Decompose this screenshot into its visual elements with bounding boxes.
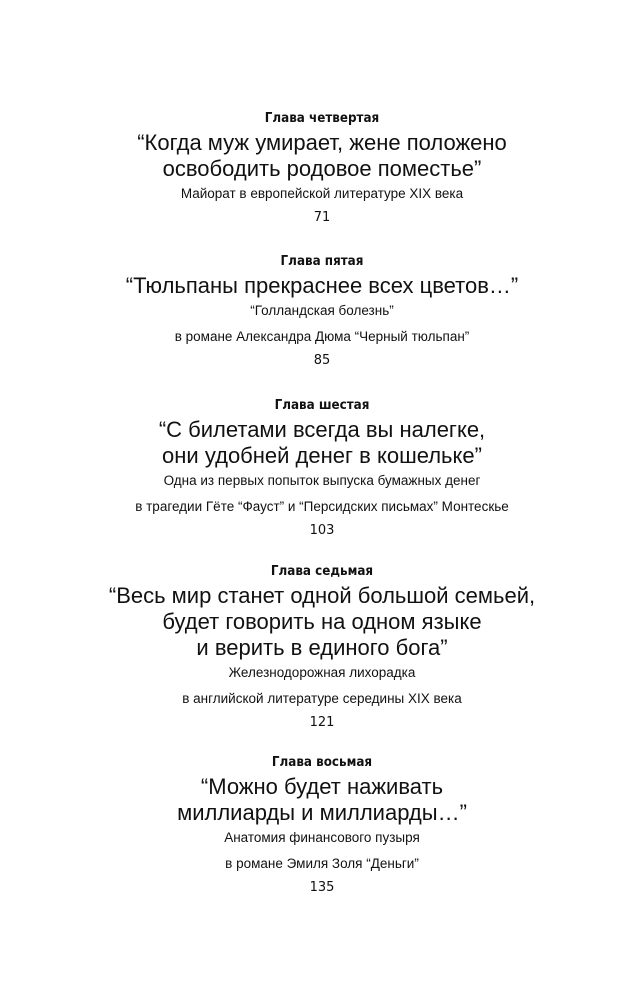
chapter-subtitle-line: “Голландская болезнь”	[250, 303, 394, 318]
chapter-entry	[0, 754, 644, 896]
chapter-subtitle-line: Железнодорожная лихорадка	[228, 665, 416, 680]
page-number: 85	[313, 353, 331, 368]
chapter-title-line: “Весь мир станет одной большой семьей,	[108, 583, 536, 608]
chapter-label: Глава пятая	[280, 254, 364, 269]
chapter-subtitle	[0, 184, 644, 204]
chapter-title	[0, 273, 644, 299]
page-number: 103	[309, 523, 335, 538]
chapter-subtitle-line: Анатомия финансового пузыря	[224, 830, 420, 845]
chapter-title	[0, 130, 644, 182]
page-number: 71	[313, 210, 331, 225]
chapter-label: Глава седьмая	[270, 564, 374, 579]
chapter-title-line: и верить в единого бога”	[196, 635, 448, 660]
chapter-title-line: “Когда муж умирает, жене положено	[137, 130, 507, 155]
chapter-subtitle	[0, 828, 644, 874]
chapter-title-line: “С билетами всегда вы налегке,	[158, 417, 486, 442]
chapter-label: Глава восьмая	[271, 755, 373, 770]
chapter-entry	[0, 110, 644, 226]
page-number: 135	[309, 880, 335, 895]
chapter-entry	[0, 253, 644, 369]
chapter-title-line: они удобней денег в кошельке”	[162, 443, 482, 468]
page-number: 121	[309, 715, 335, 730]
chapter-subtitle-line: в трагедии Гёте “Фауст” и “Персидских письмах” Монтескье	[135, 499, 509, 514]
chapter-subtitle	[0, 471, 644, 517]
chapter-entry	[0, 563, 644, 731]
chapter-subtitle-line: Одна из первых попыток выпуска бумажных денег	[163, 473, 481, 488]
chapter-entry	[0, 397, 644, 539]
chapter-label: Глава четвертая	[264, 111, 380, 126]
chapter-subtitle-line: Майорат в европейской литературе XIX века	[180, 186, 464, 201]
chapter-title-line: освободить родовое поместье”	[162, 156, 482, 181]
chapter-title	[0, 583, 644, 661]
chapter-subtitle	[0, 301, 644, 347]
chapter-title-line: миллиарды и миллиарды…”	[177, 800, 467, 825]
chapter-title	[0, 417, 644, 469]
chapter-title	[0, 774, 644, 826]
chapter-title-line: “Можно будет наживать	[200, 774, 444, 799]
chapter-subtitle-line: в романе Эмиля Золя “Деньги”	[225, 856, 419, 871]
chapter-subtitle	[0, 663, 644, 709]
chapter-subtitle-line: в романе Александра Дюма “Черный тюльпан”	[174, 329, 470, 344]
chapter-subtitle-line: в английской литературе середины XIX века	[182, 691, 462, 706]
chapter-title-line: будет говорить на одном языке	[162, 609, 482, 634]
chapter-label: Глава шестая	[274, 398, 370, 413]
chapter-title-line: “Тюльпаны прекраснее всех цветов…”	[125, 273, 519, 298]
